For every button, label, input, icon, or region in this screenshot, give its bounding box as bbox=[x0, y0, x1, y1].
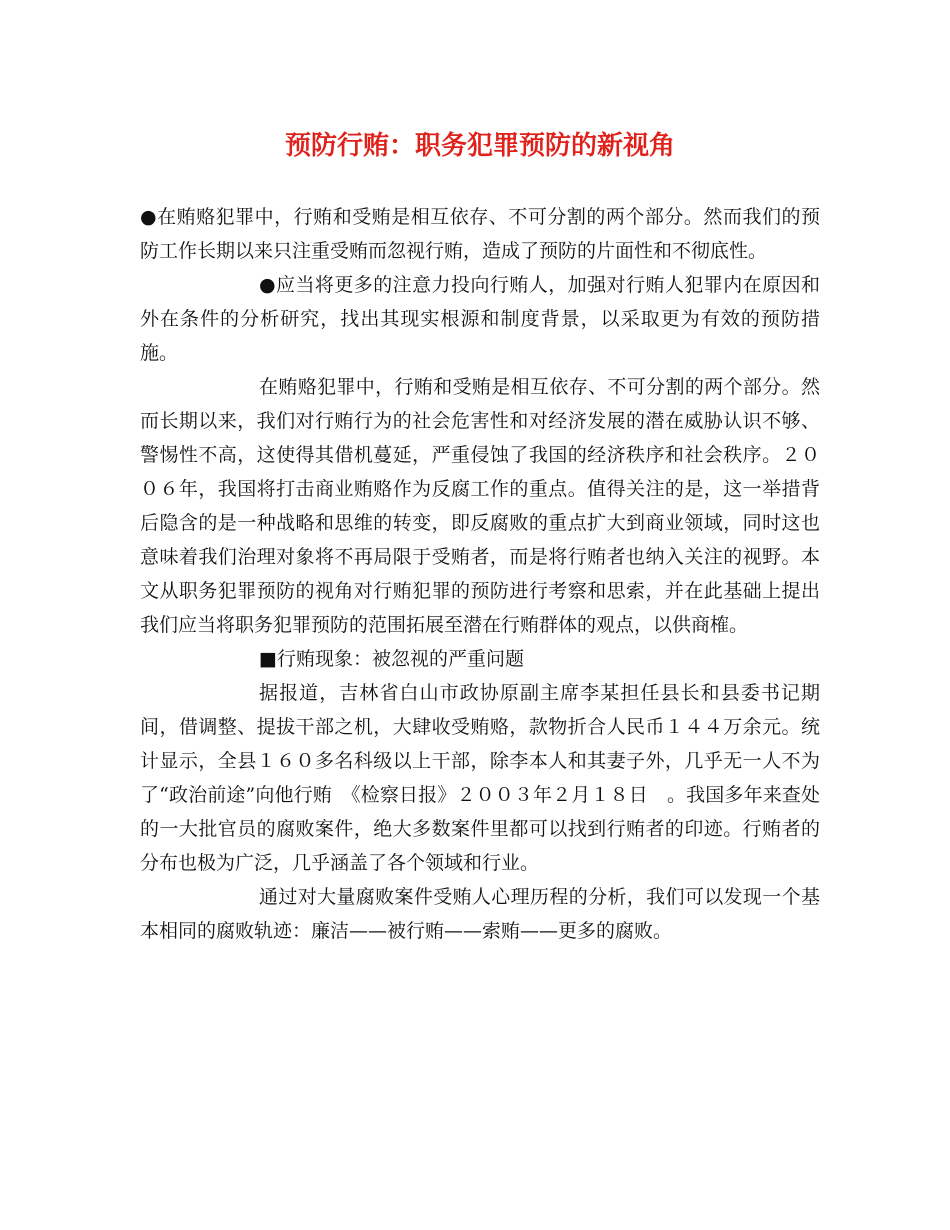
summary-point-1: ●在贿赂犯罪中，行贿和受贿是相互依存、不可分割的两个部分。然而我们的预防工作长期以来只注重受贿而忽视行贿，造成了预防的片面性和不彻底性。 bbox=[140, 206, 820, 262]
document-title: 预防行贿：职务犯罪预防的新视角 bbox=[284, 131, 675, 161]
document-body bbox=[140, 200, 820, 948]
summary-point-2: ●应当将更多的注意力投向行贿人，加强对行贿人犯罪内在原因和外在条件的分析研究，找出其现实根源和制度背景，以采取更为有效的预防措施。 bbox=[140, 274, 820, 364]
intro-paragraph: 在贿赂犯罪中，行贿和受贿是相互依存、不可分割的两个部分。然而长期以来，我们对行贿行为的社会危害性和对经济发展的潜在威胁认识不够、警惕性不高，这使得其借机蔓延，严重侵蚀了我国的经济秩序和社会秩序。２００６年，我国将打击商业贿赂作为反腐工作的重点。值得关注的是，这一举措背后隐含的是一种战略和思维的转变，即反腐败的重点扩大到商业领域，同时这也意味着我们治理对象将不再局限于受贿者，而是将行贿者也纳入关注的视野。本文从职务犯罪预防的视角对行贿犯罪的预防进行考察和思索，并在此基础上提出我们应当将职务犯罪预防的范围拓展至潜在行贿群体的观点，以供商榷。 bbox=[140, 376, 820, 636]
case-paragraph: 据报道，吉林省白山市政协原副主席李某担任县长和县委书记期间，借调整、提拔干部之机，大肆收受贿赂，款物折合人民币１４４万余元。统计显示，全县１６０多名科级以上干部，除李本人和其妻子外，几乎无一人不为了“政治前途”向他行贿 《检察日报》２００３年２月１８日 。我国多年来查处的一大批官员的腐败案件，绝大多数案件里都可以找到行贿者的印迹。行贿者的分布也极为广泛，几乎涵盖了各个领域和行业。 bbox=[140, 682, 820, 874]
section-heading: ■行贿现象：被忽视的严重问题 bbox=[259, 648, 524, 670]
analysis-paragraph: 通过对大量腐败案件受贿人心理历程的分析，我们可以发现一个基本相同的腐败轨迹：廉洁——被行贿——索贿——更多的腐败。 bbox=[140, 886, 820, 942]
